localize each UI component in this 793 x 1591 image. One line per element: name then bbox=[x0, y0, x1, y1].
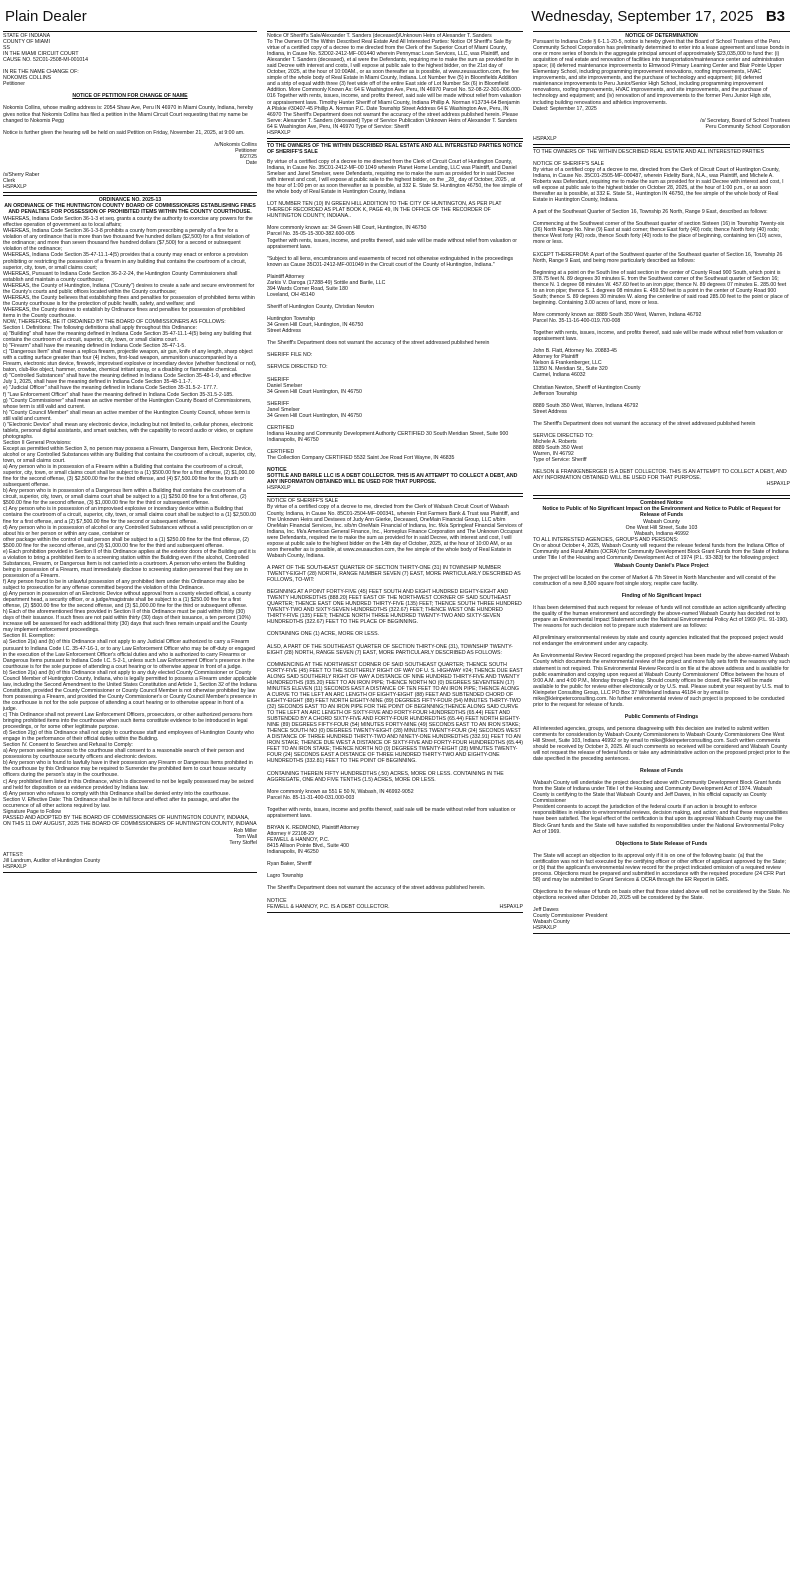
notice-address: Wabash County One West Hill Street, Suite 103 Wabash, Indiana 46992 bbox=[625, 518, 698, 537]
notice-caption: STATE OF INDIANA COUNTY OF MIAMI SS IN THE MIAMI CIRCUIT COURT CAUSE NO. 52C01-2508-MI-001014 IN RE THE NAME CHANGE OF: NOKOMIS COLLINS Petitioner bbox=[3, 33, 89, 88]
notice-title: NOTICE OF DETERMINATION bbox=[625, 33, 698, 39]
objections-body: The State will accept an objection to its approval only if it is on one of the following basis: (a) that the certification was not in fact executed by the certifying officer or other officer of applicant approved by the State; or (b) that the applicant's environmental review record for the project indicated omission of a required review process. Objections must be prepared and submitted in accordance with the required procedure (24 CFR Part 58) and may be submitted to Grant Services & OCRA through the ER Report in GMS. Objections to the release of funds on basis other that those stated above will not be considered by the State. No objections received after October 20, 2025 will be considered by the State. Jeff Dawes County Commissioner President Wabash County HSPAXLP bbox=[533, 852, 790, 932]
huntington-sheriff-sale-notice-2 bbox=[533, 147, 790, 497]
finding-body: It has been determined that such request for release of funds will not constitute an action significantly affecting the quality of the human environment and accordingly the above-named Wabash County has decided not to prepare an Environmental Impact Statement under the National Environmental Policy Act of 1969 (P.L. 91-190). The reasons for such decision not to prepare such statement are as follows: All preliminary environmental reviews by state and county agencies indicated that the proposed project would not endanger the environment under any capacity. An Environmental Review Record regarding the proposed project has been made by the above-named Wabash County which documents the environmental review of the project and more fully sets forth the reasons why such statement is not required. This Environmental Review Record is on file at the above address and is available for public examination and copying upon request at Wabash County Commissioners' Office between the hours of 9:00 A.M. and 4:00 P.M., Monday through Friday. Should county offices be closed, the ERR will be made available to the public for review either electronically or by U.S. mail. Please submit your request by U.S. mail to Kleinpeter Consulting Group, LLC PO Box 37 Whiteland Indiana 46184 or by email to mike@kleinpeterconsulting.com. No further environmental review of such project is proposed to be conducted prior to the request for release of funds. bbox=[533, 605, 790, 708]
release-heading: Release of Funds bbox=[640, 768, 683, 775]
wabash-sheriff-sale-notice bbox=[267, 496, 523, 912]
column-3 bbox=[533, 31, 790, 1587]
ordinance-body: WHEREAS, Indiana Code Section 36-1-3 et seq. grants a county the authority to exercise any powers for the effective operation of government as to local affairs; WHEREAS, Indiana Code Section 36-1-3-8 prohibits a county from prescribing a penalty of a fine for a violation of any ordinance that is more than two thousand five hundred dollars ($2,500) for a first violation of the ordinance; and more than seven thousand five hundred dollars ($7,500) for a second or subsequent violation of the ordinance; WHEREAS, Indiana Code Section 35-47-11.1-4(5) provides that a county may enact or enforce a provision prohibiting or restricting the possession of a firearm in any building that contains the courtroom of a circuit, superior, city, town, or small claims court; WHEREAS, Pursuant to Indiana Code Section 36-2-2-24, the Huntington County Commissioners shall establish and maintain a county courthouse; WHEREAS, the County of Huntington, Indiana ("County") desires to create a safe and secure environment for the County's courts and public offices located within the County courthouse; WHEREAS, the County believes that establishing fines and penalties for possession of prohibited items within the County courthouse is for the protection of public health, safety, and welfare; and WHEREAS, the County desires to establish by Ordinance fines and penalties for possession of prohibited items in the County courthouse. NOW, THEREFORE, BE IT ORDAINED BY THE BOARD OF COMMISSIONERS AS FOLLOWS: Section I. Definitions: The following definitions shall apply throughout this Ordinance: a) "Building" shall have the meaning defined in Indiana Code Section 35-47-11.1-4(5) being any building that contains the courtroom of a circuit, superior, city, town, or small claims court. b) "Firearm" shall have the meaning defined in Indiana Code Section 35-47-1-5. c) "Dangerous Item" shall mean a replica firearm, projectile weapon, air gun, knife of any length, sharp object with a cutting surface greater than four (4) inches, first-load weapon, ammunition unaccompanied by a Firearm, electronic stun device, firework, improvised explosive or incendiary device (whether functional or not), baton, club-like object, hammer, crowbar, chemical irritant spray, or a disabling or flammable chemical. d) "Controlled Substances" shall have the meaning defined in Indiana Code Section 35-48-1-9, and effective July 1, 2025, shall have the meaning defined in Indiana Code Section 35-48-1.1-7. e) "Judicial Officer" shall have the meaning defined in Indiana Code Section 35-31.5-2- 177.7. f) "Law Enforcement Officer" shall have the meaning defined in Indiana Code Section 35-31.5-2-185. g) "County Commissioner" shall mean an active member of the Huntington County Board of Commissioners, whose term is still valid and current. h) "County Council Member" shall mean an active member of the Huntington County Council, whose term is still valid and current. i) "Electronic Device" shall mean any electronic device, including but not limited to, cellular phones, electronic tablets, personal digital assistants, and smart watches, with the capability to record audio or video, or capture photographs. Section II General Provisions: Except as permitted within Section 3, no person may possess a Firearm, Dangerous Item, Electronic Device, alcohol or any Controlled Substances within any Building that contains the courtroom of a circuit, superior, city, town, or small claims court. a) Any person who is in possession of a Firearm within a Building that contains the courtroom of a circuit, superior, city, town, or small claims court shall be subject to a (1) $500.00 fine for a first offense, (2) $1,000.00 fine for the second offense, (3) $2,500.00 fine for the third offense, and (4) $7,500.00 fine for the fourth or subsequent offense. b) Any person who is in possession of a Dangerous Item within a Building that contains the courtroom of a circuit, superior, city, town, or small claims court shall be subject to a (1) $250.00 fine for a first offense, (2) $500.00 fine for the second offense, (3) $1,000.00 fine for the third or subsequent offense. c) Any person who is in possession of an improvised explosive or incendiary device within a Building that contains the courtroom of a circuit, superior, city, town, or small claims court shall be subject to a (1) $2,500.00 fine for a first offense, and a (2) $7,500.00 fine for the second or subsequent offense. d) Any person who is in possession of alcohol or any Controlled Substances without a valid prescription on or about his or her person or within any case, container or other package within the control of said person shall be subject to a (1) $250.00 fine for the first offense, (2) $500.00 fine for the second offense, and (3) $1,000.00 fine for the third and subsequent offense. e) Each prohibition provided in Section II of this Ordinance applies at the exterior doors of the Building and it is a violation to bring a prohibited item to a screening station within the Building even if the alcohol, Controlled Substances, Firearm, or Dangerous Item is not carried into a courtroom. A person who enters the Building being in possession of a Firearm, must immediately disclose to screening station personnel that they are in possession of a Firearm. f) Any person found to be in unlawful possession of any prohibited item under this Ordinance may also be subject to prosecution for any offense committed beyond the violation of this Ordinance. g) Any person in possession of an Electronic Device without approval from a county elected official, a county department head, a security officer, or a judge/magistrate shall be subject to a (1) $250.00 fine for a first offense, (2) $500.00 fine for the second offense, and (3) $1,000.00 fine for the third or subsequent offense. h) Each of the aforementioned fines provided in Section II of this Ordinance must be paid within thirty (30) days of their issuance. If such fines are not paid within thirty (30) days of their issuance, a ten percent (10%) increase will be assessed for each additional thirty (30) days that such fines remain unpaid and the County may implement enforcement proceedings. Section III. Exemption: a) Section 2(a) and (b) of this Ordinance shall not apply to any Judicial Officer authorized to carry a Firearm pursuant to Indiana Code I.C. 35-47-16-1, or to any Law Enforcement Officer who may be off-duty or engaged in the execution of the Law Enforcement Officer's official duties and who is authorized to carry Firearms or Dangerous Items pursuant to Indiana Code I.C. 5-2-1, unless such Law Enforcement Officer's presence in the courthouse is for the sole purpose of attending a court hearing or to otherwise appear in front of a judge. b) Section 2(a) and (b) of this Ordinance shall not apply to any duly elected County Commissioner or County Council Member of Huntington County, Indiana, who is legally permitted to possess a Firearm under applicable law, including the Second Amendment to the United States Constitution and Article 1, Section 32 of the Indiana Constitution, provided the County Commissioner or County Council Member is not otherwise prohibited by law from possessing a Firearm, and provided the County Commissioner's or County Council Member's presence in the courthouse is not for the sole purpose of attending a court hearing or to otherwise appear in front of a judge. c) This Ordinance shall not prevent Law Enforcement Officers, prosecutors, or other authorized persons from bringing prohibited items into the courthouse when such items constitute evidence to be introduced in legal proceedings, or for some other legitimate purpose. d) Section 2(g) of this Ordinance shall not apply to courthouse staff and employees of Huntington County who engage in the performance of their official duties within the Building. Section IV. Consent to Searches and Refusal to Comply: a) Any person seeking access to the courthouse shall consent to a reasonable search of their person and possessions by courthouse security officers and electronic devices. b) Any person who is found to lawfully have in their possession any Firearm or Dangerous Items prohibited in the courthouse by this Ordinance may be required to Surrender the prohibited item to court house security officers during the person's stay in the courthouse. c) Any prohibited item listed in this Ordinance, which is discovered to not be legally possessed may be seized and held for disposition or as evidence provided by Indiana law. d) Any person who refuses to comply with this Ordinance shall be denied entry into the courthouse. Section V. Effective Date: This Ordinance shall be in full force and effect after its passage, and after the occurrence of all other actions required by law. Signature Page to Follow PASSED AND ADOPTED BY THE BOARD OF COMMISSIONERS OF HUNTINGTON COUNTY, INDIANA, ON THIS 11 DAY AUGUST, 2025 THE BOARD OF COMMISSIONERS OF HUNTINGTON COUNTY, INDIANA bbox=[3, 216, 257, 827]
notice-footer: HSPAXLP bbox=[267, 485, 291, 492]
ordinance-attest: ATTEST: Jill Landrum, Auditor of Huntington County HSPAXLP bbox=[3, 852, 101, 871]
release-body: Wabash County will undertake the project described above with Community Development Block Grant funds from the State of Indiana under Title I of the Housing and Community Development Act of 1974. Wabash County is certifying to the State that Wabash County and Jeff Dawes, in his official capacity as County Commissioner President consents to accept the jurisdiction of the federal courts if an action is brought to enforce responsibilities in relation to environmental reviews, decision making, and action; and that these responsibilities have been satisfied. The legal effect of the certification is that upon its approval Wabash County may use the Block Grant funds and the State will have satisfied its responsibilities under the National Environmental Policy Act of 1969. bbox=[533, 780, 788, 835]
notice-body: NOTICE OF SHERIFF'S SALE By virtue of a certified copy of a decree to me, directed from the Clerk of Wabash Circuit Court of Wabash County, Indiana, in Cause No. 85C01-2504-MF-000341, wherein First Farmers Bank & Trust was Plaintiff, and The Unknown Heirs and Devisees of Judy Ann Gierke, Deceased, OneMain Financial Group, LLC s/b/m OneMain Financial Services, Inc. s/b/m OneMain Financial of Indiana, Inc. f/k/a Springleaf Financial Services of Indiana, Inc. f/k/a American General Finance, Inc., Homeplus Finance Corporation and The Unknown Occupant were Defendants, required me to make the sum as provided for in said Decree, with interest and cost, I will expose at public sale to the highest bidder on the 14th day of October, 2025, at the hour of 10:00 AM, or as soon thereafter as is possible, at www.zeusauction.com, the fee simple of the whole body of Real Estate in Wabash County, Indiana. A PART OF THE SOUTHEAST QUARTER OF SECTION THIRTY-ONE (31) IN TOWNSHIP NUMBER TWENTY-EIGHT (28) NORTH, RANGE NUMBER SEVEN (7) EAST, MORE PARTICULARLY DESCRIBED AS FOLLOWS, TO-WIT: BEGINNING AT A POINT FORTY-FIVE (45) FEET SOUTH AND EIGHT HUNDRED EIGHTY-EIGHT AND TWENTY HUNDREDTHS (888.20) FEET EAST OF THE NORTHWEST CORNER OF SAID SOUTHEAST QUARTER; THENCE EAST ONE HUNDRED THIRTY-FIVE (135) FEET; THENCE SOUTH THREE HUNDRED TWENTY-TWO AND SIXTY-SEVEN HUNDREDTHS (322.67) FEET; THENCE WEST ONE HUNDRED THIRTY-FIVE (135) FEET; THENCE NORTH THREE HUNDRED TWENTY-TWO AND SIXTY-SEVEN HUNDREDTHS (322.67) FEET TO THE PLACE OF BEGINNING. CONTAINING ONE (1) ACRE, MORE OR LESS. ALSO, A PART OF THE SOUTHEAST QUARTER OF SECTION THIRTY-ONE (31), TOWNSHIP TWENTY-EIGHT (28) NORTH, RANGE SEVEN (7) EAST, MORE PARTICULARLY DESCRIBED AS FOLLOWS: COMMENCING AT THE NORTHWEST CORNER OF SAID SOUTHEAST QUARTER; THENCE SOUTH FORTY-FIVE (45) FEET TO THE SOUTHERLY RIGHT OF WAY OF U. S. HIGHWAY #24; THENCE DUE EAST ALONG SAID SOUTHERLY RIGHT OF WAY A DISTANCE OF NINE HUNDRED THIRTY-FIVE AND TWENTY HUNDREDTHS (935.20) FEET TO AN IRON PIPE; THENCE NORTH NO (0) DEGREES SEVENTEEN (17) MINUTES ELEVEN (11) SECONDS EAST A DISTANCE OF TEN FEET TO AN IRON PIPE; THENCE ALONG A CURVE TO THE LEFT AN ARC LENGTH OF EIGHTY-EIGHT (88) FEET AND SUBTENDED CHORD OF EIGHTY-EIGHT (88) FEET NORTH EIGHTY-NINE (89) DEGREES FIFTY-FOUR (54) MINUTES THIRTY-TWO (32) SECONDS EAST TO AN IRON PIPE FOR THE POINT OF BEGINNING;THENCE ALONG SAID CURVE TO THE LEFT AN ARC LENGTH OF SIXTY-FIVE AND FORTY-FOUR HUNDREDTHS (65.44) FEET AND SUBTENDED BY A CHORD SIXTY-FIVE AND FORTY-FOUR HUNDREDTHS (65.44) FEET NORTH EIGHTY-NINE (89) DEGREES FIFTY-FOUR (54) MINUTES FORTY-NINE (49) SECONDS EAST TO AN IRON STAKE; THENCE SOUTH NO (0) DEGREES TWENTY-EIGHT (28) MINUTES TWENTY-FOUR (24) SECONDS WEST A DISTANCE OF THREE HUNDRED THIRTY-TWO AND NINETY-ONE HUNDREDTHS (332.91) FEET TO AN IRON STAKE; THENCE DUE WEST A DISTANCE OF SIXTY-FIVE AND FORTY-FOUR HUNDREDTHS (65.44) FEET TO AN IRON STAKE; THENCE NORTH NO (0) DEGREES TWENTY-EIGHT (28) MINUTES TWENTY-FOUR (24) SECONDS EAST A DISTANCE OF THREE HUNDRED THIRTY-TWO AND EIGHTY-ONE HUNDREDTHS (332.81) FEET TO THE POINT OF BEGINNING. CONTAINING THEREIN FIFTY HUNDREDTHS (.50) ACRES, MORE OR LESS. CONTAINING IN THE AGGREGATE, ONE AND FIVE TENTHS (1.5) ACRES, MORE OR LESS. More commonly known as 551 E 50 N, Wabash, IN 46992-9052 Parcel No. 85-11-31-400-031.000-003 Together with rents, issues, income and profits thereof, said sale will be made without relief from valuation or appraisement laws. BRYAN K. REDMOND, Plaintiff Attorney Attorney # 22108-29 FEIWELL & HANNOY, P.C. 8415 Allison Pointe Blvd., Suite 400 Indianapolis, IN 46250 Ryan Baker, Sheriff Lagro Township The Sheriff's Department does not warrant the accuracy of the street address published herein. NOTICE bbox=[267, 498, 523, 904]
combined-environmental-notice bbox=[533, 498, 790, 934]
debt-collector-notice: NOTICE SOTTILE AND BARILE LLC IS A DEBT COLLECTOR. THIS IS AN ATTEMPT TO COLLECT A DEBT, AND ANY INFORMATON OBTAINED WILL BE USED FOR THAT PURPOSE. bbox=[267, 467, 518, 486]
column-2 bbox=[267, 31, 523, 1587]
project-body: The project will be located on the corner of Market & 7th Street in North Manchester and will consist of the construction of a new 8,500 square foot single story, respite care facility. bbox=[533, 574, 776, 587]
notice-body: By virtue of a certified copy of a decree to me directed from the Clerk of Circuit Court of Huntington County, Indiana, in Cause No. 35C01-2412-MF-00 1049 wherein Planet Home Lending, LLC was Plaintiff, and Daniel Smelser and Janel Smelser, were Defendants, requiring me to make the sum as provided for in said Decree with interest and cost, I will expose at public sale to the highest bidder, on the _28_ day of October, 2025 , at the hour of 1:00 pm or as soon thereafter as is possible, at 332 E. State St. Huntington 46750, the fee simple of the whole body of Real Estate in Huntington County, Indiana LOT NUMBER TEN (10) IN GREEN HILL ADDITION TO THE CITY OF HUNTINGTON, AS PER PLAT THEREOF RECORDED AS PLAT BOOK K, PAGE 49, IN THE OFFICE OF THE RECORDER OF HUNTINGTON COUNTY, INDIANA.. More commonly known as: 34 Green Hill Court, Huntington, IN 46750 Parcel No. 35-05-15-300-382.600-005 Together with rents, issues, income, and profits thereof, said sale will be made without relief from valuation or appraisement laws. "Subject to all liens, encumbrances and easements of record not otherwise extinguished in the proceedings known as Cause 35C01-2412-MF-001049 in the Circuit court of the County of Huntington, Indiana." Plaintiff Attorney Zarkis V. Daroga (17288-49) Sottile and Barile, LLC 394 Wards Corner Road, Suite 180 Loveland, OH 45140 Sheriff of Huntington County, Christian Newton Huntington Township 34 Green Hill Court, Huntington, IN 46750 Street Address The Sheriff's Department does not warrant the accuracy of the street addressed published herein SHERIFF FILE NO: SERVICE DIRECTED TO: SHERIFF Daniel Smelser 34 Green Hill Court Huntington, IN 46750 SHERIFF Janel Smelser 34 Green Hill Court Huntington, IN 46750 CERTIFIED Indiana Housing and Community Development Authority CERTIFIED 30 South Meridian Street, Suite 900 Indianapolis, IN 46750 CERTIFIED The Collection Company CERTIFIED 5532 Saint Joe Road Fort Wayne, IN 46835 bbox=[267, 158, 523, 462]
comments-heading: Public Comments of Findings bbox=[624, 713, 699, 720]
newspaper-name: Plain Dealer bbox=[5, 8, 87, 25]
notice-signature: /s/Nokomis Collins Petitioner 8/27/25 Date bbox=[214, 141, 257, 166]
page-number: B3 bbox=[765, 8, 785, 25]
notice-body: Pursuant to Indiana Code § 6-1.1-20-5, notice is hereby given that the Board of School Trustees of the Peru Community School Corporation has preliminarily determined to enter into a lease agreement and issue bonds in one or more series of bonds in the aggregate principal amount of approximately $23,035,000 to fund the: (i) acquisition of real estate and renovation of facilities into transportation/maintenance center and administration space; (ii) deferred maintenance improvements to Elmwood Primary Learning Center and Blair Pointe Upper Elementary School, including programming improvement renovations, roofing improvements, HVAC improvements, and site improvements, and the purchase of technology and equipment; (iii) deferred maintenance improvements to Peru Junior/Senior High School, including programming improvement renovations, roofing improvements, HVAC improvements, and site improvements, and the purchase of technology and equipment; and (iv) renovation of and improvements to the former Peru Junior High site, including building renovations and athletics improvements. Dated: September 17, 2025 bbox=[533, 39, 790, 112]
notice-footer: /s/Sherry Raber Clerk HSPAXLP bbox=[3, 171, 40, 190]
ordinance-signatures: Rob Miller Tom Wall Terry Stoffel bbox=[229, 827, 257, 846]
finding-heading: Finding of No Significant Impact bbox=[621, 592, 702, 599]
notice-signature: /s/ Secretary, Board of School Trustees Peru Community School Corporation bbox=[700, 117, 790, 130]
debt-collector-line: FEIWELL & HANNOY, P.C. IS A DEBT COLLECTOR. bbox=[267, 903, 390, 910]
notice-title: TO THE OWNERS OF THE WITHIN DESCRIBED REAL ESTATE AND ALL INTERESTED PARTIES NOTICE OF SHERIFF'S SALE bbox=[267, 142, 523, 155]
notice-footer: HSPAXLP bbox=[499, 903, 523, 910]
masthead bbox=[0, 0, 793, 24]
huntington-sheriff-sale-notice bbox=[267, 141, 523, 495]
column-1 bbox=[3, 31, 257, 1587]
ordinance-title: ORDINANCE NO. 2025-13 AN ORDINANCE OF THE HUNTINGTON COUNTY BOARD OF COMMISSIONERS ESTABLISHING FINES AND PENALTIES FOR POSSESSION OF PROHIBITED ITEMS WITHIN THE COUNTY COURTHOUSE. bbox=[4, 197, 256, 216]
objections-heading: Objections to State Release of Funds bbox=[615, 840, 708, 847]
notice-footer: HSPAXLP bbox=[533, 135, 557, 142]
comments-body: All interested agencies, groups, and persons disagreeing with this decision are invited to submit written comments for consideration by Wabash County Commissioners to Wabash County Commissioners One West Hill Street, Suite 103, Indiana 46992 or by email to mike@kleinpeterconsulting.com. Such written comments should be received by October 3, 2025. All such comments so received will be considered and Wabash County will not request the release of federal funds or take any administrative action on the proposed project prior to the date specified in the preceding sentences. bbox=[533, 725, 790, 763]
ordinance-notice bbox=[3, 195, 257, 873]
determination-notice bbox=[533, 31, 790, 145]
notice-footer: HSPAXLP bbox=[766, 481, 790, 488]
notice-title: Combined Notice Notice to Public of No Significant Impact on the Environment and Notice to Public of Request for Release of Funds bbox=[542, 500, 781, 519]
notice-title: NOTICE OF PETITION FOR CHANGE OF NAME bbox=[72, 93, 188, 100]
notice-body: Nokomis Collins, whose mailing address is: 2054 Shaw Ave, Peru IN 46970 in Miami County, Indiana, hereby gives notice that Nokomis Collins has filed a petition in the Miami Circuit Court requesting that my name be changed to Nokomis Pegg Notice is further given the hearing will be held on said Petition on Friday, November 21, 2025, at 9:00 am. bbox=[3, 105, 254, 136]
date-page-line bbox=[531, 8, 785, 25]
miami-sheriff-sale-notice bbox=[267, 31, 523, 139]
notice-intro: TO ALL INTERESTED AGENCIES, GROUPS AND PERSONS: On or about October 4, 2025, Wabash County will request the release federal funds from the Indiana Office of Community and Rural Affairs (OCRA) for Community Development Block Grant Funds from the State of Indiana under Title I of the Housing and Community Development Act of 1974 (P.L. 93-383) for the following project: bbox=[533, 536, 789, 561]
notice-body: Notice Of Sheriff's Sale/Alexander T. Sanders (deceased)/Unknown Heirs of Alexander T. Sanders To The Owners Of The Within Described Real Estate And All Interested Parties: Notice Of Sheriff's Sale By virtue of a certified copy of a decree to me directed from the Clerk of the Superior Court of Miami County, Indiana, in Cause No. 52D02-2412-MF-001440 wherein Pennymac Loan Services, LLC, was Plaintiff, and Alexander T. Sanders (deceased), et al were the Defendants, requiring me to make the sum as provided for in said Decree with interest and costs, I will expose at public sale to the highest bidder, on the 21st day of October, 2025, at the hour of 10:00AM., or as soon thereafter as is possible, at www.zeusauction.com, the fee simple of the whole body of Real Estate in Miami County, Indiana. Lot Number five (5) in Bloomfields Addition and a strip of equal width three (3) feet wide off of the entire East side of Lot Number Six (6) in Bloomfield Addition. More Commonly Known As: 64 E Washington Ave, Peru, IN 46970 Parcel No. 52-08-22-301-006.000-016 Together with rents, issues, income, and profits thereof, said sale will be made without relief from valuation or appraisement laws. Timothy Hunter Sheriff of Miami County, Indiana Phillip A. Norman #13734-64 Benjamin A Pilskie #30407-45 Phillip A. Norman P.C. Date Township Street Address 64 E Washington Ave, Peru, IN 46970 The Sheriff's Department does not warrant the accuracy of the street address published herein. Please Serve: Alexander T. Sanders (deceased) Type of Service Publication Unknown Heirs of Alexander T. Sanders 64 E Washington Ave, Peru, IN 46970 Type of Service: Sheriff HSPAXLP bbox=[267, 33, 522, 136]
notice-last-line bbox=[267, 904, 523, 910]
notice-body: TO THE OWNERS OF THE WITHIN DESCRIBED REAL ESTATE AND ALL INTERESTED PARTIES NOTICE OF SHERIFF'S SALE By virtue of a certified copy of a decree to me, directed from the Clerk of Circuit Court of Huntington County, Indiana, in Cause No. 35C01-2505-MF-000487, wherein Fidelity Bank, N.A., was Plaintiff, and Michele A. Roberts was Defendant, requiring me to make the sum as provided for in said Decree with interest and cost, I will expose at public sale to the highest bidder on October 28, 2025, at the hour of 1:00 p.m., or as soon thereafter as is possible, at 332 E. State St., Huntington IN 46750, the fee simple of the whole body of Real Estate in Huntington County, Indiana. A part of the Southeast Quarter of Section 16, Township 26 North, Range 9 East, described as follows: Commencing at the Southwest corner of the Southeast quarter of section Sixteen (16) in Township Twenty-six (26) North Range No. Nine (9) East at said corner; thence East forty (40) rods; thence North forty (40) rods; thence West forty (40) rods, thence South forty (40) rods to the place of beginning, containing ten (10) acres, more or less. EXCEPT THEREFROM: A part of the Southwest quarter of the Southeast quarter of Section 16, Township 26 North, Range 9 East, and being more particularly described as follows: Beginning at a point on the South line of said section in the center of County Road 900 South, which point is 378.75 feet N. 89 degrees 30 minutes E. from the Southwest corner of the Southeast quarter of Section 16; thence N. 1 degree 08 minutes W. 457.60 feet to an iron pipe; thence N. 89 degrees 07 minutes E. 285.00 feet to an iron pipe; thence S. 1 degrees 08 minutes E. 459.50 feet to a point in the center of County Road 900 South; thence S. 89 degrees 30 minutes W. along the centerline of said road 285.00 feet to the point or place of beginning. Containing 3.00 acres of land, more or less. More commonly known as: 8889 South 350 West, Warren, Indiana 46792 Parcel No. 35-11-16-400-019.700-008 Together with rents, issues, income, and profits thereof, said sale will be made without relief from valuation or appraisement laws. John B. Flatt, Attorney No. 20883-45 Attorney for Plaintiff Nelson & Frankenberger, LLC 11350 N. Meridian St., Suite 320 Carmel, Indiana 46032 Christian Newton, Sheriff of Huntington County Jefferson Township 8889 South 350 West, Warren, Indiana 46792 Street Address The Sheriff's Department does not warrant the accuracy of the street addressed published herein SERVICE DIRECTED TO: Michele A. Roberts 8889 South 350 West Warren, IN 46792 Type of Service: Sheriff NELSON & FRANKENBERGER IS A DEBT COLLECTOR. THIS IS AN ATTEMPT TO COLLECT A DEBT, AND ANY INFORMATION OBTAINED WILL BE USED FOR THAT PURPOSE. bbox=[533, 148, 789, 482]
project-heading: Wabash County Daniel's Place Project bbox=[614, 562, 709, 569]
legal-notices bbox=[3, 31, 790, 1587]
issue-date: Wednesday, September 17, 2025 bbox=[531, 8, 754, 25]
name-change-notice bbox=[3, 31, 257, 193]
